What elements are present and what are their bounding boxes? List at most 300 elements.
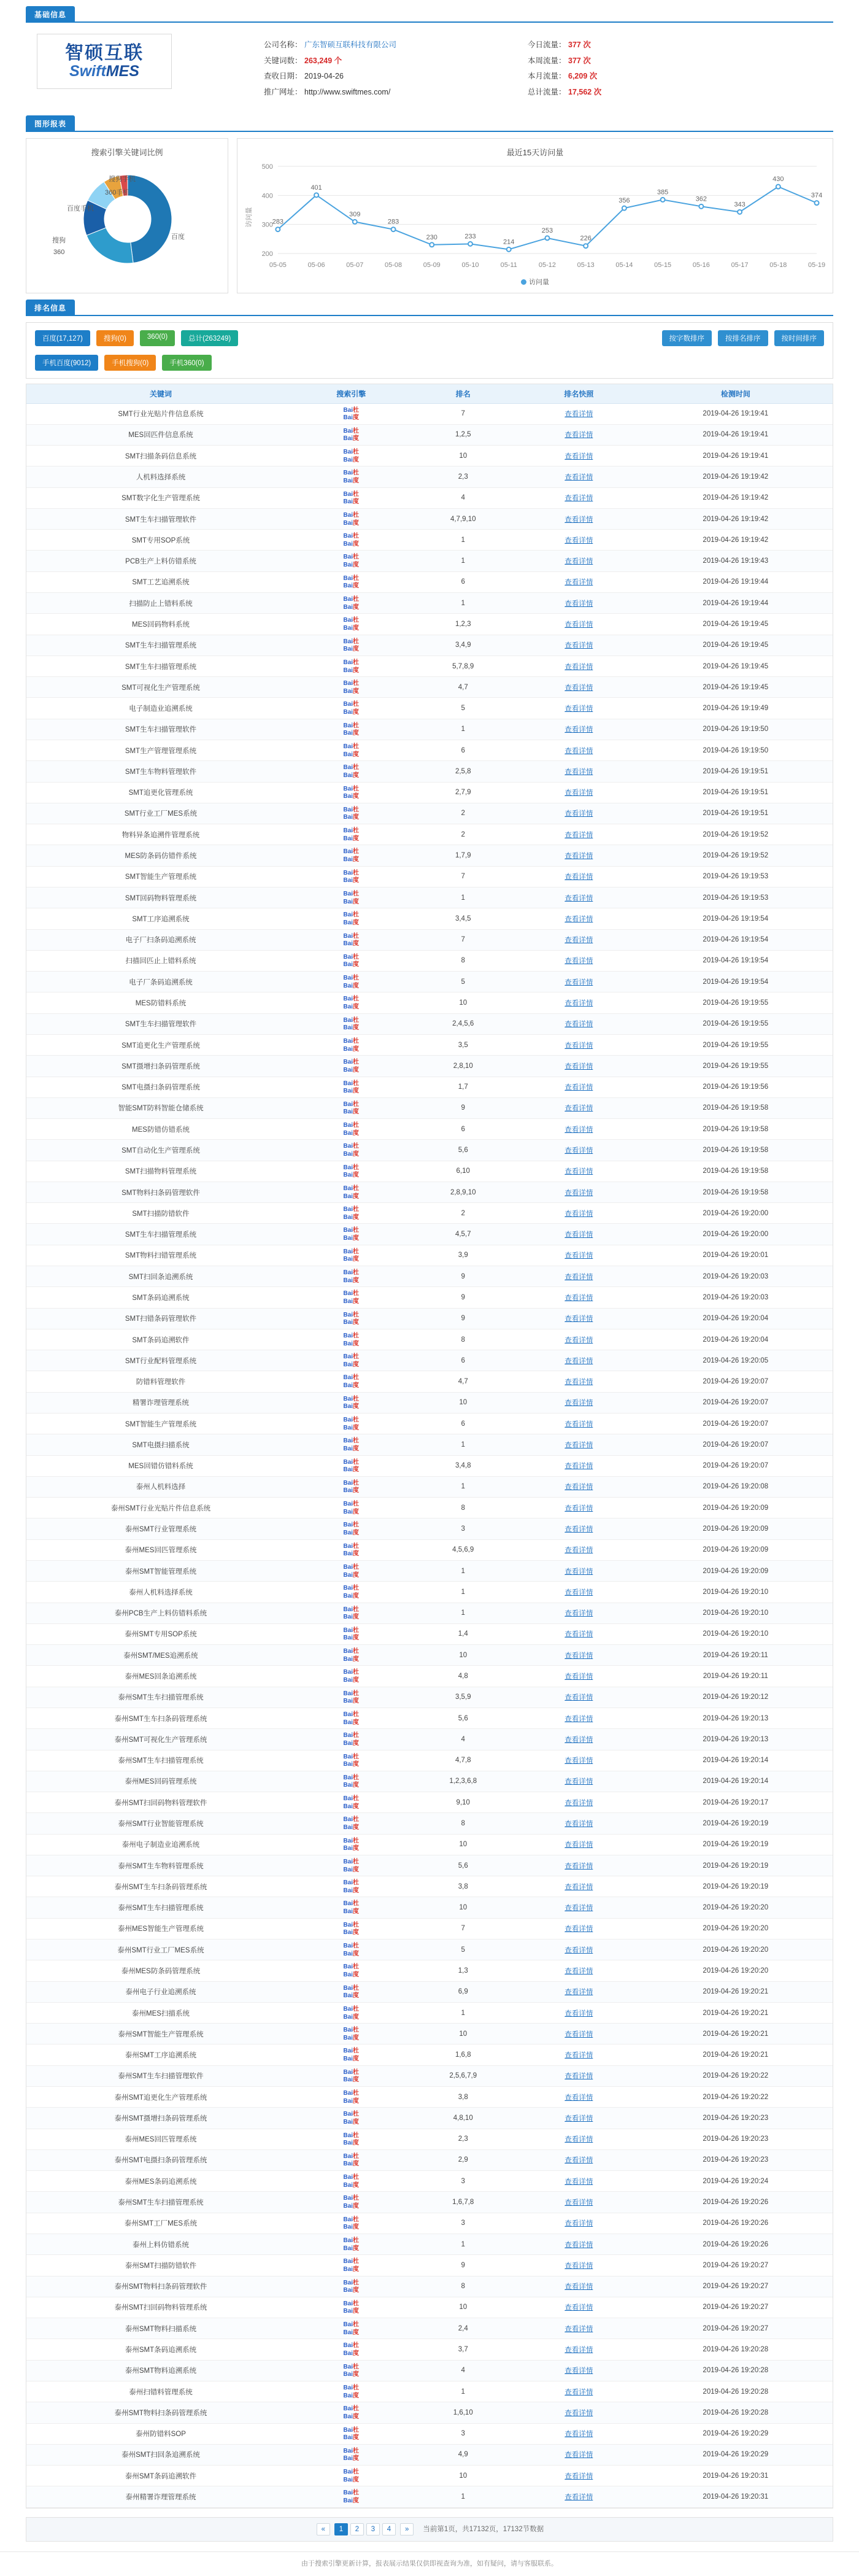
- view-snapshot-link[interactable]: 查看详情: [564, 1000, 593, 1008]
- view-snapshot-link[interactable]: 查看详情: [564, 2283, 593, 2291]
- cell-rank: 9: [407, 1308, 520, 1329]
- cell-snapshot: [519, 1813, 639, 1834]
- view-snapshot-link[interactable]: 查看详情: [564, 1105, 593, 1113]
- filter-pill-mobile-2[interactable]: 手机360(0): [162, 355, 211, 371]
- table-row: [26, 1897, 833, 1918]
- view-snapshot-link[interactable]: 查看详情: [564, 1905, 593, 1913]
- view-snapshot-link[interactable]: 查看详情: [564, 431, 593, 439]
- view-snapshot-link[interactable]: 查看详情: [564, 1526, 593, 1534]
- engine-logo-icon: Bai杜 Bai度: [343, 1395, 360, 1410]
- view-snapshot-link[interactable]: 查看详情: [564, 1294, 593, 1302]
- cell-snapshot: [519, 1203, 639, 1224]
- cell-time: 2019-04-26 19:20:20: [639, 1940, 833, 1960]
- cell-snapshot: [519, 1750, 639, 1771]
- view-snapshot-link[interactable]: 查看详情: [564, 663, 593, 671]
- engine-logo-icon: Bai杜 Bai度: [343, 2111, 360, 2125]
- cell-rank: 4,5,7: [407, 1224, 520, 1245]
- table-row: [26, 950, 833, 971]
- view-snapshot-link[interactable]: 查看详情: [564, 452, 593, 460]
- table-row: [26, 1771, 833, 1792]
- cell-rank: 2: [407, 1203, 520, 1224]
- view-snapshot-link[interactable]: 查看详情: [564, 2451, 593, 2459]
- col-header-keyword[interactable]: 关键词: [26, 384, 295, 404]
- engine-logo-icon: Bai杜 Bai度: [343, 743, 360, 758]
- view-snapshot-link[interactable]: 查看详情: [564, 2030, 593, 2038]
- cell-snapshot: [519, 1708, 639, 1728]
- view-snapshot-link[interactable]: 查看详情: [564, 621, 593, 629]
- view-snapshot-link[interactable]: 查看详情: [564, 2136, 593, 2144]
- cell-rank: 2,3: [407, 2129, 520, 2149]
- page-prev-button[interactable]: «: [317, 2523, 330, 2535]
- cell-snapshot: [519, 761, 639, 782]
- view-snapshot-link[interactable]: 查看详情: [564, 810, 593, 818]
- cell-engine: [295, 761, 407, 782]
- view-snapshot-link[interactable]: 查看详情: [564, 1021, 593, 1029]
- cell-time: 2019-04-26 19:20:07: [639, 1371, 833, 1392]
- pie-slice-0: [128, 175, 172, 263]
- cell-snapshot: [519, 1897, 639, 1918]
- engine-logo-icon: Bai杜 Bai度: [343, 2469, 360, 2483]
- view-snapshot-link[interactable]: 查看详情: [564, 600, 593, 608]
- cell-snapshot: [519, 551, 639, 571]
- cell-keyword: 泰州SMT生车扫描管理系统: [26, 1687, 295, 1708]
- cell-time: 2019-04-26 19:20:21: [639, 2044, 833, 2065]
- view-snapshot-link[interactable]: 查看详情: [564, 2009, 593, 2017]
- view-snapshot-link[interactable]: 查看详情: [564, 642, 593, 650]
- cell-engine: [295, 2486, 407, 2507]
- cell-time: 2019-04-26 19:19:56: [639, 1077, 833, 1097]
- view-snapshot-link[interactable]: 查看详情: [564, 2472, 593, 2480]
- cell-keyword: 泰州SMT可视化生产管理系统: [26, 1729, 295, 1750]
- view-snapshot-link[interactable]: 查看详情: [564, 558, 593, 566]
- table-row: [26, 656, 833, 676]
- value-week-traffic: 377 次: [568, 56, 591, 65]
- cell-time: 2019-04-26 19:19:42: [639, 530, 833, 551]
- table-row: [26, 2192, 833, 2213]
- cell-snapshot: [519, 1918, 639, 1939]
- cell-keyword: 扫描回匹止上错料系统: [26, 950, 295, 971]
- filter-pill-desktop-1[interactable]: 搜狗(0): [96, 330, 134, 346]
- view-snapshot-link[interactable]: 查看详情: [564, 1189, 593, 1197]
- engine-logo-icon: Bai杜 Bai度: [343, 2195, 360, 2210]
- cell-engine: [295, 2444, 407, 2465]
- cell-keyword: 电子厂扫条码追溯系统: [26, 929, 295, 950]
- cell-keyword: 电子厂条码追溯系统: [26, 972, 295, 992]
- view-snapshot-link[interactable]: 查看详情: [564, 536, 593, 544]
- cell-keyword: SMT专用SOP系统: [26, 530, 295, 551]
- view-snapshot-link[interactable]: 查看详情: [564, 1946, 593, 1954]
- cell-time: 2019-04-26 19:19:51: [639, 803, 833, 824]
- engine-logo-icon: Bai杜 Bai度: [343, 827, 360, 842]
- view-snapshot-link[interactable]: 查看详情: [564, 2157, 593, 2165]
- view-snapshot-link[interactable]: 查看详情: [564, 1736, 593, 1744]
- pie-slice-1: [87, 227, 133, 263]
- view-snapshot-link[interactable]: 查看详情: [564, 1673, 593, 1681]
- view-snapshot-link[interactable]: 查看详情: [564, 957, 593, 965]
- engine-logo-icon: Bai杜 Bai度: [343, 1458, 360, 1474]
- filter-pill-mobile-1[interactable]: 手机搜狗(0): [104, 355, 156, 371]
- engine-logo-icon: Bai杜 Bai度: [343, 911, 360, 926]
- view-snapshot-link[interactable]: 查看详情: [564, 1862, 593, 1870]
- cell-keyword: SMT条码追溯软件: [26, 1329, 295, 1350]
- view-snapshot-link[interactable]: 查看详情: [564, 1757, 593, 1765]
- table-row: [26, 614, 833, 635]
- x-tick-label-8: 05-13: [577, 261, 595, 269]
- cell-engine: [295, 1792, 407, 1813]
- cell-time: 2019-04-26 19:20:09: [639, 1560, 833, 1581]
- view-snapshot-link[interactable]: 查看详情: [564, 1694, 593, 1702]
- cell-engine: [295, 403, 407, 424]
- table-row: [26, 2002, 833, 2023]
- page-number-3[interactable]: 3: [366, 2523, 380, 2535]
- view-snapshot-link[interactable]: 查看详情: [564, 2388, 593, 2396]
- page-number-2[interactable]: 2: [350, 2523, 364, 2535]
- cell-snapshot: [519, 1392, 639, 1413]
- view-snapshot-link[interactable]: 查看详情: [564, 2367, 593, 2375]
- view-snapshot-link[interactable]: 查看详情: [564, 1252, 593, 1260]
- table-row: [26, 1119, 833, 1140]
- cell-rank: 3,4,8: [407, 1455, 520, 1476]
- cell-keyword: SMT生车扫描管理软件: [26, 719, 295, 740]
- view-snapshot-link[interactable]: 查看详情: [564, 1147, 593, 1155]
- cell-rank: 5,6: [407, 1708, 520, 1728]
- table-row: [26, 1266, 833, 1287]
- ranking-table-body: [26, 403, 833, 2507]
- view-snapshot-link[interactable]: 查看详情: [564, 2409, 593, 2417]
- cell-snapshot: [519, 2171, 639, 2192]
- cell-rank: 2,5,6,7,9: [407, 2065, 520, 2086]
- view-snapshot-link[interactable]: 查看详情: [564, 684, 593, 692]
- label-url: 推广网址：: [264, 87, 302, 96]
- view-snapshot-link[interactable]: 查看详情: [564, 1588, 593, 1596]
- cell-snapshot: [519, 1245, 639, 1266]
- cell-snapshot: [519, 2002, 639, 2023]
- cell-snapshot: [519, 719, 639, 740]
- value-date: 2019-04-26: [304, 72, 344, 81]
- line-chart-legend: [241, 277, 829, 287]
- page-next-button[interactable]: »: [400, 2523, 414, 2535]
- col-header-engine[interactable]: 搜索引擎: [295, 384, 407, 404]
- engine-logo-icon: Bai杜 Bai度: [343, 2489, 360, 2504]
- info-row-today: [528, 37, 699, 53]
- table-row: [26, 530, 833, 551]
- page-number-4[interactable]: 4: [382, 2523, 396, 2535]
- cell-time: 2019-04-26 19:20:01: [639, 1245, 833, 1266]
- view-snapshot-link[interactable]: 查看详情: [564, 1379, 593, 1387]
- view-snapshot-link[interactable]: 查看详情: [564, 1441, 593, 1449]
- cell-keyword: SMT生车扫描管理系统: [26, 635, 295, 656]
- view-snapshot-link[interactable]: 查看详情: [564, 516, 593, 524]
- view-snapshot-link[interactable]: 查看详情: [564, 1547, 593, 1555]
- cell-rank: 5,7,8,9: [407, 656, 520, 676]
- cell-time: 2019-04-26 19:19:45: [639, 677, 833, 698]
- cell-time: 2019-04-26 19:19:55: [639, 1013, 833, 1034]
- view-snapshot-link[interactable]: 查看详情: [564, 1568, 593, 1576]
- engine-logo-icon: Bai杜 Bai度: [343, 932, 360, 948]
- table-row: [26, 446, 833, 466]
- cell-time: 2019-04-26 19:19:45: [639, 635, 833, 656]
- view-snapshot-link[interactable]: 查看详情: [564, 789, 593, 797]
- cell-snapshot: [519, 1013, 639, 1034]
- cell-snapshot: [519, 1623, 639, 1644]
- cell-rank: 4,7: [407, 1371, 520, 1392]
- x-tick-label-12: 05-17: [731, 261, 749, 269]
- x-tick-label-1: 05-06: [307, 261, 325, 269]
- cell-rank: 3,8: [407, 2087, 520, 2108]
- cell-keyword: 泰州SMT生车扫条码管理系统: [26, 1708, 295, 1728]
- view-snapshot-link[interactable]: 查看详情: [564, 1168, 593, 1176]
- cell-engine: [295, 424, 407, 445]
- view-snapshot-link[interactable]: 查看详情: [564, 2346, 593, 2354]
- engine-logo-icon: Bai杜 Bai度: [343, 1227, 360, 1242]
- view-snapshot-link[interactable]: 查看详情: [564, 1820, 593, 1828]
- cell-engine: [295, 1560, 407, 1581]
- view-snapshot-link[interactable]: 查看详情: [564, 1631, 593, 1639]
- x-tick-label-6: 05-11: [500, 261, 517, 269]
- engine-logo-icon: Bai杜 Bai度: [343, 848, 360, 864]
- col-header-rank[interactable]: 排名: [407, 384, 520, 404]
- cell-time: 2019-04-26 19:19:58: [639, 1119, 833, 1140]
- view-snapshot-link[interactable]: 查看详情: [564, 726, 593, 734]
- cell-engine: [295, 2087, 407, 2108]
- filter-pill-desktop-0[interactable]: 百度(17,127): [35, 330, 90, 346]
- view-snapshot-link[interactable]: 查看详情: [564, 1652, 593, 1660]
- cell-keyword: SMT智能生产管理系统: [26, 1414, 295, 1434]
- cell-rank: 3,5,9: [407, 1687, 520, 1708]
- engine-logo-icon: Bai杜 Bai度: [343, 975, 360, 989]
- view-snapshot-link[interactable]: 查看详情: [564, 2304, 593, 2312]
- cell-time: 2019-04-26 19:20:11: [639, 1666, 833, 1687]
- cell-snapshot: [519, 2276, 639, 2297]
- cell-rank: 10: [407, 1834, 520, 1855]
- view-snapshot-link[interactable]: 查看详情: [564, 1925, 593, 1933]
- cell-keyword: SMT电摄扫描系统: [26, 1434, 295, 1455]
- view-snapshot-link[interactable]: 查看详情: [564, 768, 593, 776]
- view-snapshot-link[interactable]: 查看详情: [564, 2431, 593, 2439]
- cell-rank: 3: [407, 2213, 520, 2234]
- table-row: [26, 908, 833, 929]
- view-snapshot-link[interactable]: 查看详情: [564, 1967, 593, 1975]
- col-header-snapshot[interactable]: 排名快照: [519, 384, 639, 404]
- cell-engine: [295, 2276, 407, 2297]
- pie-chart-area: [30, 159, 224, 276]
- cell-engine: [295, 1518, 407, 1539]
- cell-time: 2019-04-26 19:19:41: [639, 446, 833, 466]
- view-snapshot-link[interactable]: 查看详情: [564, 2220, 593, 2228]
- view-snapshot-link[interactable]: 查看详情: [564, 1231, 593, 1239]
- view-snapshot-link[interactable]: 查看详情: [564, 1799, 593, 1807]
- view-snapshot-link[interactable]: 查看详情: [564, 495, 593, 503]
- table-row: [26, 2444, 833, 2465]
- view-snapshot-link[interactable]: 查看详情: [564, 2052, 593, 2060]
- engine-logo-icon: Bai杜 Bai度: [343, 806, 360, 821]
- line-chart-card: [237, 138, 833, 293]
- basic-info-panel: [26, 28, 833, 109]
- ranking-table-wrapper: [26, 384, 833, 2508]
- cell-engine: [295, 2234, 407, 2254]
- view-snapshot-link[interactable]: 查看详情: [564, 831, 593, 839]
- engine-logo-icon: Bai杜 Bai度: [343, 1900, 360, 1916]
- cell-rank: 1: [407, 551, 520, 571]
- page-number-1[interactable]: 1: [334, 2523, 348, 2535]
- cell-engine: [295, 1918, 407, 1939]
- view-snapshot-link[interactable]: 查看详情: [564, 915, 593, 923]
- view-snapshot-link[interactable]: 查看详情: [564, 1883, 593, 1891]
- view-snapshot-link[interactable]: 查看详情: [564, 579, 593, 587]
- view-snapshot-link[interactable]: 查看详情: [564, 1610, 593, 1618]
- view-snapshot-link[interactable]: 查看详情: [564, 2199, 593, 2207]
- cell-engine: [295, 593, 407, 614]
- view-snapshot-link[interactable]: 查看详情: [564, 978, 593, 986]
- sort-button-1[interactable]: 按排名排序: [718, 330, 768, 346]
- cell-keyword: SMT自动化生产管理系统: [26, 1140, 295, 1161]
- table-row: [26, 782, 833, 803]
- cell-keyword: SMT生车物料管理软件: [26, 761, 295, 782]
- sort-button-2[interactable]: 按时间排序: [774, 330, 825, 346]
- view-snapshot-link[interactable]: 查看详情: [564, 1315, 593, 1323]
- cell-keyword: 人机料选择系统: [26, 466, 295, 487]
- sort-button-0[interactable]: 按字数排序: [662, 330, 712, 346]
- cell-engine: [295, 2129, 407, 2149]
- cell-rank: 2,3: [407, 466, 520, 487]
- cell-snapshot: [519, 2044, 639, 2065]
- data-label-10: 385: [657, 188, 669, 196]
- cell-rank: 1: [407, 2234, 520, 2254]
- view-snapshot-link[interactable]: 查看详情: [564, 1420, 593, 1428]
- table-row: [26, 929, 833, 950]
- view-snapshot-link[interactable]: 查看详情: [564, 1715, 593, 1723]
- cell-rank: 3,5: [407, 1034, 520, 1055]
- view-snapshot-link[interactable]: 查看详情: [564, 2325, 593, 2333]
- cell-engine: [295, 1813, 407, 1834]
- cell-time: 2019-04-26 19:20:13: [639, 1708, 833, 1728]
- cell-time: 2019-04-26 19:19:51: [639, 761, 833, 782]
- filter-pill-mobile-0[interactable]: 手机百度(9012): [35, 355, 98, 371]
- view-snapshot-link[interactable]: 查看详情: [564, 1062, 593, 1070]
- engine-logo-icon: Bai杜 Bai度: [343, 1984, 360, 2000]
- view-snapshot-link[interactable]: 查看详情: [564, 2178, 593, 2186]
- engine-logo-icon: Bai杜 Bai度: [343, 1858, 360, 1873]
- view-snapshot-link[interactable]: 查看详情: [564, 747, 593, 755]
- view-snapshot-link[interactable]: 查看详情: [564, 1357, 593, 1365]
- view-snapshot-link[interactable]: 查看详情: [564, 411, 593, 419]
- view-snapshot-link[interactable]: 查看详情: [564, 1989, 593, 1997]
- col-header-time[interactable]: 检测时间: [639, 384, 833, 404]
- view-snapshot-link[interactable]: 查看详情: [564, 1336, 593, 1344]
- cell-time: 2019-04-26 19:20:11: [639, 1645, 833, 1666]
- view-snapshot-link[interactable]: 查看详情: [564, 1504, 593, 1512]
- cell-rank: 10: [407, 1645, 520, 1666]
- view-snapshot-link[interactable]: 查看详情: [564, 937, 593, 945]
- data-point-5: [468, 241, 472, 246]
- cell-snapshot: [519, 1539, 639, 1560]
- view-snapshot-link[interactable]: 查看详情: [564, 1841, 593, 1849]
- cell-snapshot: [519, 1729, 639, 1750]
- view-snapshot-link[interactable]: 查看详情: [564, 1042, 593, 1050]
- view-snapshot-link[interactable]: 查看详情: [564, 1084, 593, 1092]
- cell-rank: 3,8: [407, 1876, 520, 1897]
- cell-rank: 10: [407, 446, 520, 466]
- view-snapshot-link[interactable]: 查看详情: [564, 2114, 593, 2122]
- data-label-11: 362: [695, 195, 707, 203]
- data-label-6: 214: [503, 238, 515, 246]
- cell-keyword: PCB生产上料仿错系统: [26, 551, 295, 571]
- engine-logo-icon: Bai杜 Bai度: [343, 1774, 360, 1789]
- table-row: [26, 1981, 833, 2002]
- cell-time: 2019-04-26 19:20:03: [639, 1287, 833, 1308]
- cell-rank: 1: [407, 1434, 520, 1455]
- cell-snapshot: [519, 1560, 639, 1581]
- view-snapshot-link[interactable]: 查看详情: [564, 473, 593, 481]
- cell-rank: 9: [407, 2255, 520, 2276]
- table-row: [26, 1813, 833, 1834]
- cell-keyword: 泰州人机料选择: [26, 1476, 295, 1497]
- data-point-3: [391, 227, 396, 231]
- cell-snapshot: [519, 950, 639, 971]
- cell-snapshot: [519, 1498, 639, 1518]
- cell-keyword: 泰州SMT追更化生产管理系统: [26, 2087, 295, 2108]
- view-snapshot-link[interactable]: 查看详情: [564, 2094, 593, 2102]
- cell-keyword: 泰州SMT行业工厂MES系统: [26, 1940, 295, 1960]
- table-row: [26, 1329, 833, 1350]
- cell-engine: [295, 2297, 407, 2318]
- engine-logo-icon: Bai杜 Bai度: [343, 2258, 360, 2273]
- cell-keyword: 泰州SMT行业光贴片件信息系统: [26, 1498, 295, 1518]
- table-row: [26, 2297, 833, 2318]
- view-snapshot-link[interactable]: 查看详情: [564, 1463, 593, 1471]
- filter-pill-desktop-2[interactable]: 360(0): [140, 330, 175, 346]
- cell-snapshot: [519, 446, 639, 466]
- view-snapshot-link[interactable]: 查看详情: [564, 2262, 593, 2270]
- view-snapshot-link[interactable]: 查看详情: [564, 705, 593, 713]
- view-snapshot-link[interactable]: 查看详情: [564, 1210, 593, 1218]
- view-snapshot-link[interactable]: 查看详情: [564, 853, 593, 861]
- filter-pill-desktop-3[interactable]: 总计(263249): [181, 330, 238, 346]
- cell-keyword: MES回匹件信息系统: [26, 424, 295, 445]
- cell-time: 2019-04-26 19:20:00: [639, 1203, 833, 1224]
- cell-rank: 2,5,8: [407, 761, 520, 782]
- x-tick-label-11: 05-16: [692, 261, 710, 269]
- cell-keyword: SMT回码物料管理系统: [26, 887, 295, 908]
- cell-keyword: 泰州SMT物料追溯系统: [26, 2360, 295, 2381]
- value-url-link[interactable]: http://www.swiftmes.com/: [304, 87, 391, 96]
- cell-rank: 1,2,3,6,8: [407, 1771, 520, 1792]
- view-snapshot-link[interactable]: 查看详情: [564, 1273, 593, 1281]
- view-snapshot-link[interactable]: 查看详情: [564, 1399, 593, 1407]
- engine-logo-icon: Bai杜 Bai度: [343, 2216, 360, 2231]
- view-snapshot-link[interactable]: 查看详情: [564, 2241, 593, 2249]
- label-company: 公司名称：: [264, 41, 302, 49]
- view-snapshot-link[interactable]: 查看详情: [564, 2493, 593, 2501]
- table-row: [26, 2149, 833, 2170]
- cell-rank: 8: [407, 2276, 520, 2297]
- table-row: [26, 2087, 833, 2108]
- table-row: [26, 593, 833, 614]
- cell-keyword: 物料异条追溯件管理系统: [26, 824, 295, 845]
- view-snapshot-link[interactable]: 查看详情: [564, 2073, 593, 2081]
- table-row: [26, 803, 833, 824]
- view-snapshot-link[interactable]: 查看详情: [564, 894, 593, 902]
- table-row: [26, 992, 833, 1013]
- cell-keyword: 泰州SMT智能生产管理系统: [26, 2024, 295, 2044]
- view-snapshot-link[interactable]: 查看详情: [564, 873, 593, 881]
- view-snapshot-link[interactable]: 查看详情: [564, 1126, 593, 1134]
- cell-snapshot: [519, 1582, 639, 1603]
- cell-time: 2019-04-26 19:20:07: [639, 1434, 833, 1455]
- cell-rank: 5: [407, 1940, 520, 1960]
- view-snapshot-link[interactable]: 查看详情: [564, 1483, 593, 1491]
- view-snapshot-link[interactable]: 查看详情: [564, 1778, 593, 1786]
